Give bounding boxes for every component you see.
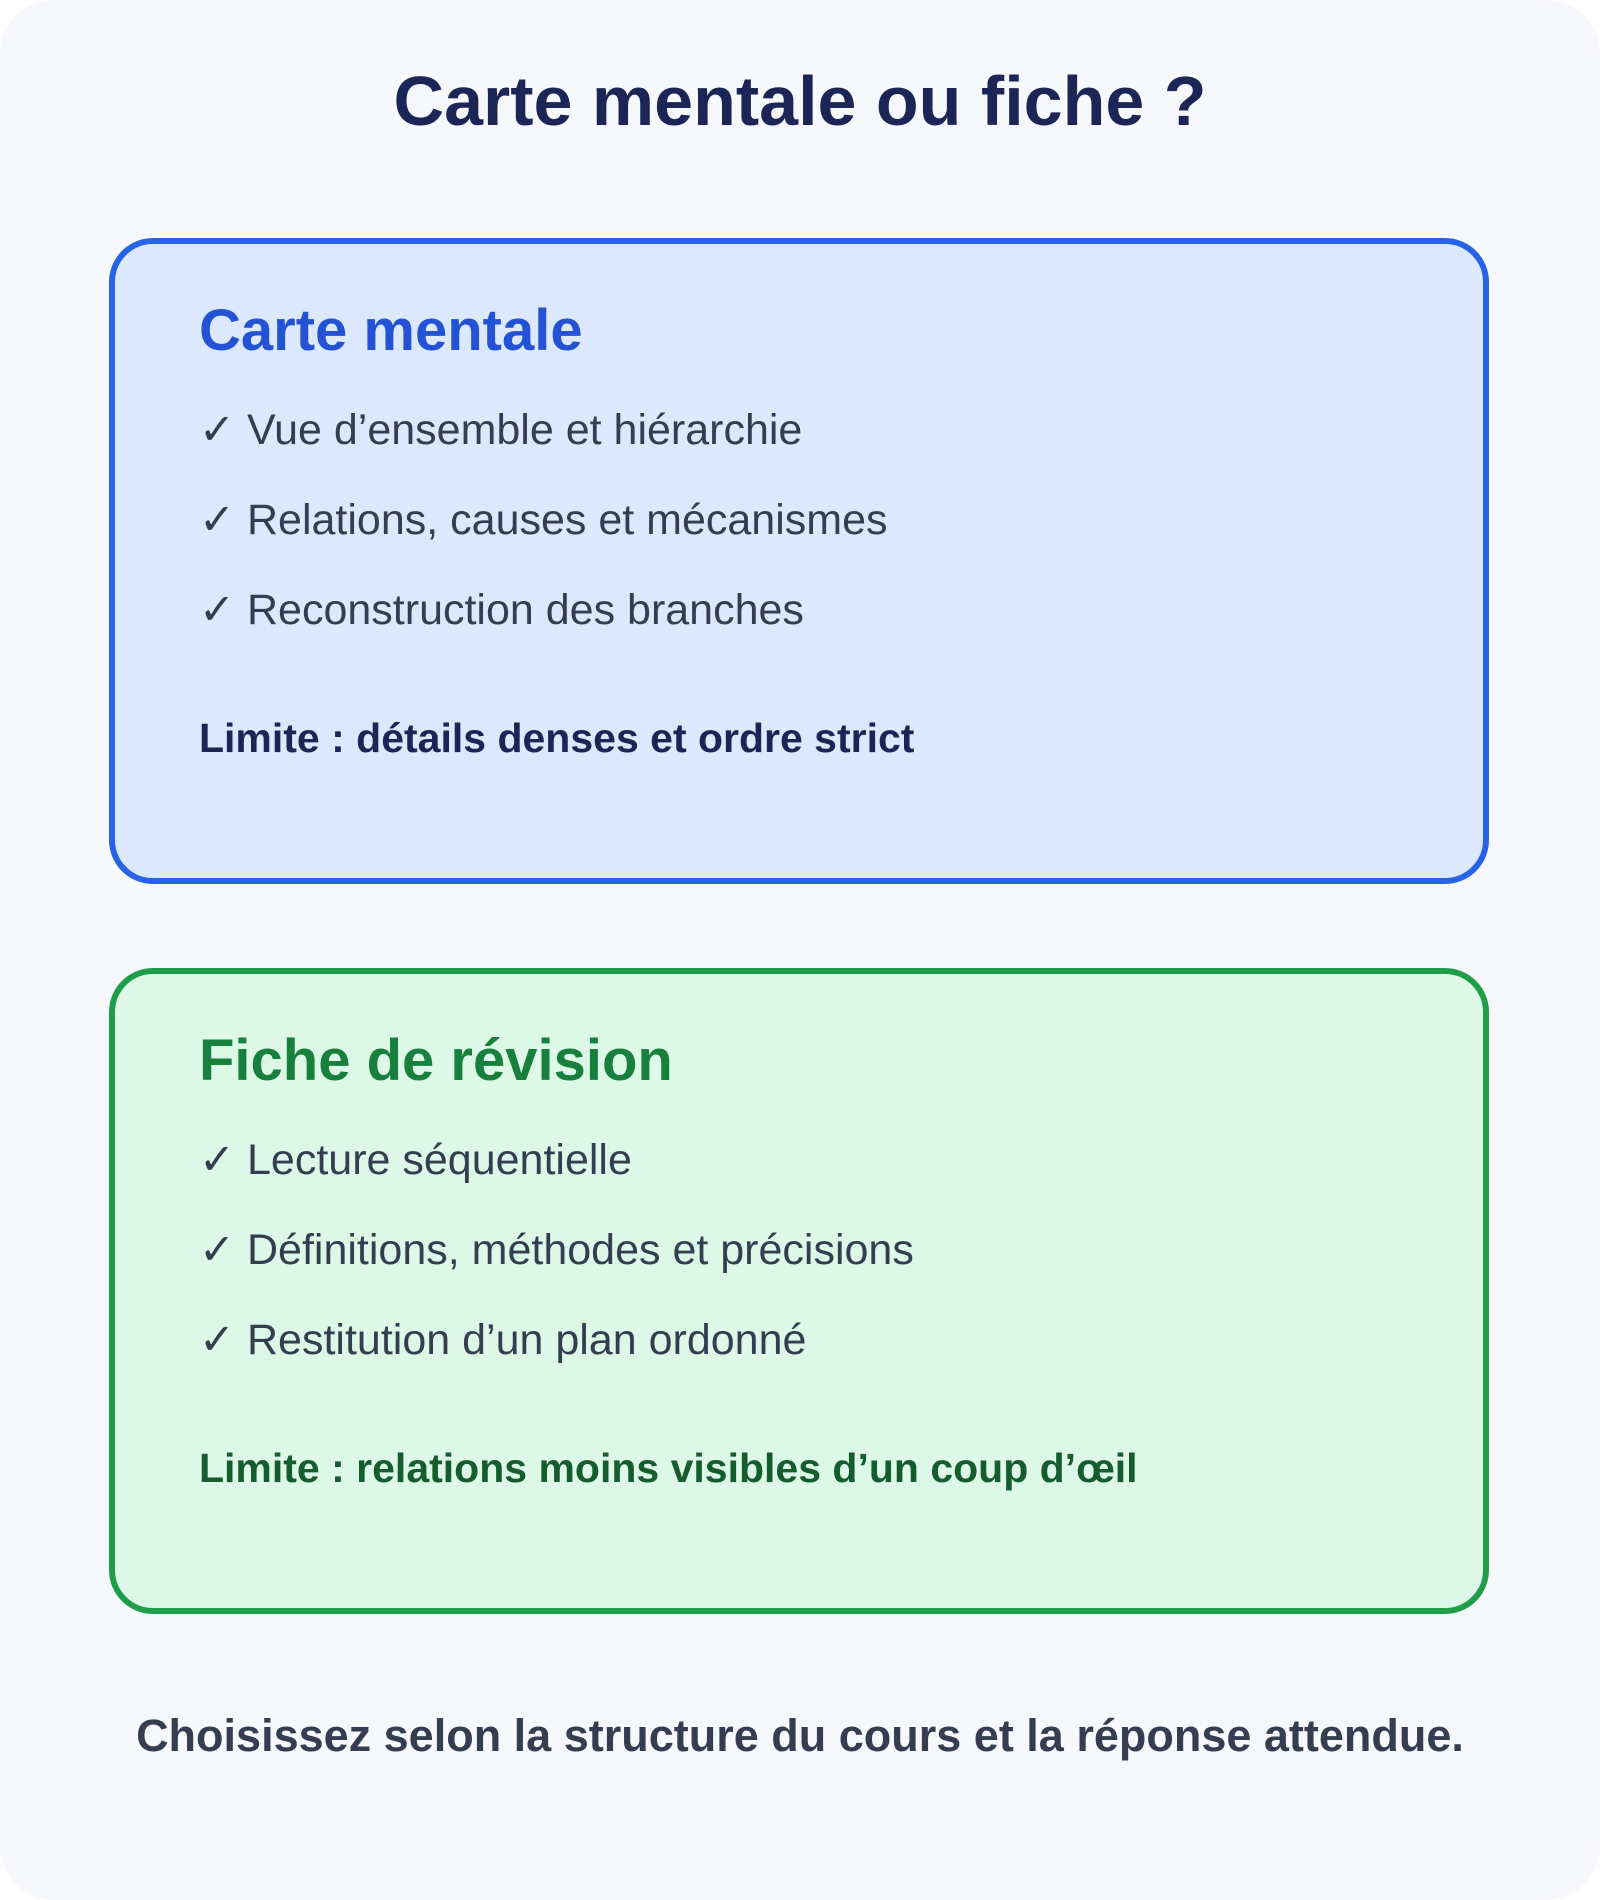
footer-advice: Choisissez selon la structure du cours et la réponse attendue. — [136, 1710, 1464, 1761]
revision-sheet-card-title: Fiche de révision — [199, 1028, 673, 1093]
check-mark-icon: ✓ — [199, 586, 236, 634]
mind-map-card — [109, 238, 1489, 884]
revision-sheet-advantages-list — [199, 1134, 914, 1404]
mind-map-card-title: Carte mentale — [199, 298, 583, 363]
revision-sheet-limit-note: Limite : relations moins visibles d’un coup d’œil — [199, 1445, 1138, 1491]
list-item-text: Reconstruction des branches — [247, 586, 804, 634]
mind-map-advantages-list — [199, 404, 888, 674]
list-item — [199, 1134, 914, 1186]
list-item — [199, 584, 888, 636]
list-item — [199, 1314, 914, 1366]
list-item-text: Relations, causes et mécanismes — [247, 496, 888, 544]
check-mark-icon: ✓ — [199, 406, 236, 454]
check-mark-icon: ✓ — [199, 1136, 236, 1184]
list-item — [199, 494, 888, 546]
check-mark-icon: ✓ — [199, 1226, 236, 1274]
list-item-text: Définitions, méthodes et précisions — [247, 1226, 914, 1274]
mind-map-limit-note: Limite : détails denses et ordre strict — [199, 715, 915, 761]
list-item-text: Vue d’ensemble et hiérarchie — [247, 406, 803, 454]
check-mark-icon: ✓ — [199, 1316, 236, 1364]
list-item-text: Lecture séquentielle — [247, 1136, 632, 1184]
list-item — [199, 1224, 914, 1276]
revision-sheet-card — [109, 968, 1489, 1614]
list-item — [199, 404, 888, 456]
page-title: Carte mentale ou fiche ? — [393, 62, 1207, 140]
list-item-text: Restitution d’un plan ordonné — [247, 1316, 807, 1364]
check-mark-icon: ✓ — [199, 496, 236, 544]
